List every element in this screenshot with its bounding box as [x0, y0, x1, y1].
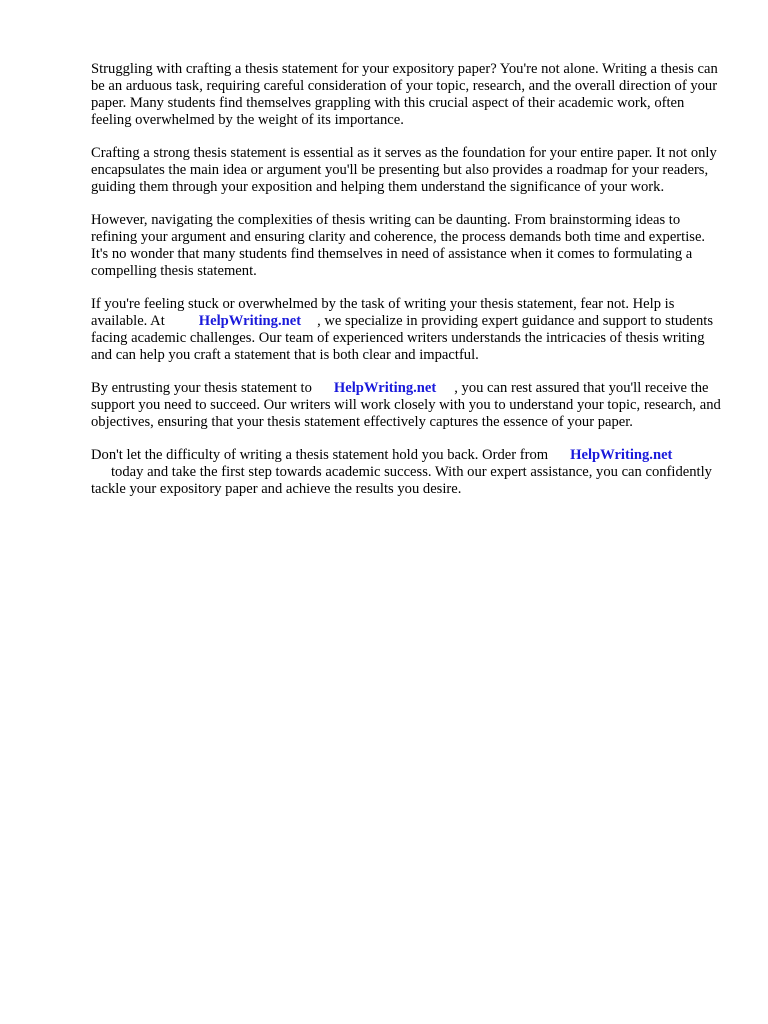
paragraph-complexity: However, navigating the complexities of thesis writing can be daunting. From brainstorming ideas to refining your argument and ensuring clarity and coherence, the process demands both time and expertise. It's no wonder that many students find themselves in need of assistance when it comes to formulating a compelling thesis statement. [91, 212, 706, 279]
paragraph-help-text-end: , we specialize in providing expert guidance and support to students facing academic challenges. Our team of experienced writers understands the intricacies of thesis writing and can help you craft a statement that is both clear and impactful. [91, 313, 714, 363]
paragraph-entrust [91, 380, 721, 431]
paragraph-help [91, 296, 721, 364]
paragraph-order-text-end: today and take the first step towards academic success. With our expert assistance, you can confidently tackle your expository paper and achieve the results you desire. [91, 464, 712, 497]
paragraph-order [91, 447, 721, 498]
paragraph-entrust-text-start: By entrusting your thesis statement to [91, 380, 312, 396]
helpwriting-link-1[interactable]: HelpWriting.net [198, 313, 302, 329]
helpwriting-link-3[interactable]: HelpWriting.net [570, 447, 673, 463]
paragraph-intro: Struggling with crafting a thesis statement for your expository paper? You're not alone. Writing a thesis can be an arduous task, requiring careful consideration of your topic, research, and the overall direction of your paper. Many students find themselves grappling with this crucial aspect of their academic work, often feeling overwhelmed by the weight of its importance. [91, 61, 718, 128]
paragraph-entrust-text-end: , you can rest assured that you'll receive the support you need to succeed. Our writers will work closely with you to understand your topic, research, and objectives, ensuring that your thesis statement effectively captures the essence of your paper. [91, 380, 721, 430]
paragraph-help-text-start: If you're feeling stuck or overwhelmed by the task of writing your thesis statement, fear not. Help is available. At [91, 296, 675, 329]
paragraph-importance: Crafting a strong thesis statement is essential as it serves as the foundation for your entire paper. It not only encapsulates the main idea or argument you'll be presenting but also provides a roadmap for your readers, guiding them through your exposition and helping them understand the significance of your work. [91, 145, 717, 195]
paragraph-order-text-start: Don't let the difficulty of writing a thesis statement hold you back. Order from [91, 447, 549, 463]
helpwriting-link-2[interactable]: HelpWriting.net [333, 380, 437, 396]
document-body [91, 61, 721, 514]
